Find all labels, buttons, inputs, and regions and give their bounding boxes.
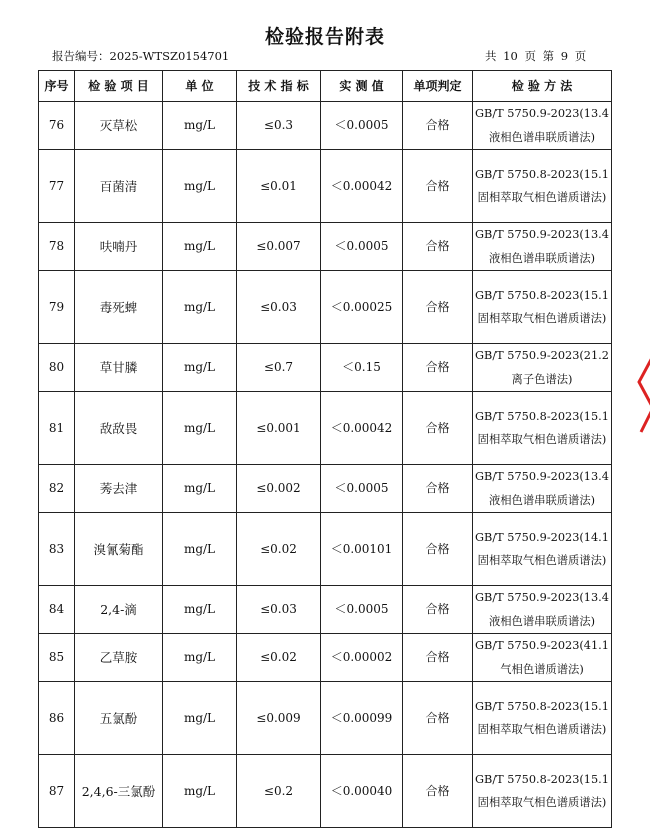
row-result: 合格 — [403, 271, 473, 344]
row-result: 合格 — [403, 102, 473, 150]
table-row — [39, 223, 612, 271]
row-value: ＜0.00099 — [321, 682, 403, 755]
row-method: GB/T 5750.8-2023(15.1固相萃取气相色谱质谱法) — [473, 271, 612, 344]
row-value: ＜0.0005 — [321, 465, 403, 513]
row-unit: mg/L — [163, 344, 237, 392]
table-row — [39, 513, 612, 586]
table-row — [39, 392, 612, 465]
row-method: GB/T 5750.9-2023(13.4液相色谱串联质谱法) — [473, 586, 612, 634]
row-limit: ≤0.02 — [237, 634, 321, 682]
row-method: GB/T 5750.9-2023(14.1固相萃取气相色谱质谱法) — [473, 513, 612, 586]
row-value: ＜0.00025 — [321, 271, 403, 344]
row-no: 82 — [39, 465, 75, 513]
row-method: GB/T 5750.9-2023(13.4液相色谱串联质谱法) — [473, 102, 612, 150]
table-header-row — [39, 71, 612, 102]
row-value: ＜0.0005 — [321, 223, 403, 271]
row-no: 84 — [39, 586, 75, 634]
row-item: 五氯酚 — [75, 682, 163, 755]
row-item: 毒死蜱 — [75, 271, 163, 344]
row-result: 合格 — [403, 344, 473, 392]
row-result: 合格 — [403, 150, 473, 223]
row-result: 合格 — [403, 392, 473, 465]
page-title: 检验报告附表 — [264, 26, 385, 48]
row-limit: ≤0.01 — [237, 150, 321, 223]
row-limit: ≤0.03 — [237, 271, 321, 344]
row-no: 76 — [39, 102, 75, 150]
header-no: 序号 — [39, 71, 75, 102]
row-item: 呋喃丹 — [75, 223, 163, 271]
row-unit: mg/L — [163, 513, 237, 586]
row-value: ＜0.00002 — [321, 634, 403, 682]
seal-stamp — [631, 352, 650, 442]
header-limit: 技 术 指 标 — [237, 71, 321, 102]
row-unit: mg/L — [163, 586, 237, 634]
row-result: 合格 — [403, 682, 473, 755]
row-unit: mg/L — [163, 755, 237, 828]
row-limit: ≤0.001 — [237, 392, 321, 465]
page-info: 共 10 页 第 9 页 — [485, 49, 587, 63]
row-limit: ≤0.03 — [237, 586, 321, 634]
row-item: 草甘膦 — [75, 344, 163, 392]
row-value: ＜0.15 — [321, 344, 403, 392]
row-result: 合格 — [403, 223, 473, 271]
table-row — [39, 586, 612, 634]
row-no: 81 — [39, 392, 75, 465]
row-value: ＜0.00042 — [321, 150, 403, 223]
row-value: ＜0.0005 — [321, 102, 403, 150]
row-unit: mg/L — [163, 634, 237, 682]
row-method: GB/T 5750.8-2023(15.1固相萃取气相色谱质谱法) — [473, 755, 612, 828]
row-item: 百菌清 — [75, 150, 163, 223]
row-item: 敌敌畏 — [75, 392, 163, 465]
results-table — [38, 70, 612, 828]
row-limit: ≤0.02 — [237, 513, 321, 586]
row-value: ＜0.00101 — [321, 513, 403, 586]
row-result: 合格 — [403, 586, 473, 634]
row-method: GB/T 5750.9-2023(13.4液相色谱串联质谱法) — [473, 465, 612, 513]
row-limit: ≤0.009 — [237, 682, 321, 755]
row-method: GB/T 5750.9-2023(13.4液相色谱串联质谱法) — [473, 223, 612, 271]
row-no: 85 — [39, 634, 75, 682]
table-row — [39, 344, 612, 392]
row-no: 77 — [39, 150, 75, 223]
table-row — [39, 755, 612, 828]
row-unit: mg/L — [163, 150, 237, 223]
row-unit: mg/L — [163, 102, 237, 150]
row-method: GB/T 5750.9-2023(21.2离子色谱法) — [473, 344, 612, 392]
header-item: 检 验 项 目 — [75, 71, 163, 102]
header-unit: 单 位 — [163, 71, 237, 102]
table-row — [39, 271, 612, 344]
row-value: ＜0.0005 — [321, 586, 403, 634]
row-no: 87 — [39, 755, 75, 828]
row-limit: ≤0.7 — [237, 344, 321, 392]
row-result: 合格 — [403, 634, 473, 682]
row-no: 86 — [39, 682, 75, 755]
row-unit: mg/L — [163, 223, 237, 271]
row-limit: ≤0.007 — [237, 223, 321, 271]
row-limit: ≤0.002 — [237, 465, 321, 513]
table-row — [39, 682, 612, 755]
row-no: 78 — [39, 223, 75, 271]
table-row — [39, 634, 612, 682]
row-result: 合格 — [403, 465, 473, 513]
row-item: 灭草松 — [75, 102, 163, 150]
row-no: 83 — [39, 513, 75, 586]
row-limit: ≤0.3 — [237, 102, 321, 150]
row-item: 2,4,6-三氯酚 — [75, 755, 163, 828]
row-method: GB/T 5750.8-2023(15.1固相萃取气相色谱质谱法) — [473, 150, 612, 223]
row-no: 80 — [39, 344, 75, 392]
header-result: 单项判定 — [403, 71, 473, 102]
report-number: 报告编号：2025-WTSZ0154701 — [52, 49, 230, 63]
header-method: 检 验 方 法 — [473, 71, 612, 102]
row-limit: ≤0.2 — [237, 755, 321, 828]
row-result: 合格 — [403, 755, 473, 828]
row-unit: mg/L — [163, 465, 237, 513]
row-method: GB/T 5750.9-2023(41.1气相色谱质谱法) — [473, 634, 612, 682]
row-unit: mg/L — [163, 271, 237, 344]
row-result: 合格 — [403, 513, 473, 586]
table-row — [39, 102, 612, 150]
row-value: ＜0.00040 — [321, 755, 403, 828]
row-item: 莠去津 — [75, 465, 163, 513]
table-row — [39, 150, 612, 223]
row-unit: mg/L — [163, 682, 237, 755]
row-item: 2,4-滴 — [75, 586, 163, 634]
row-no: 79 — [39, 271, 75, 344]
table-row — [39, 465, 612, 513]
header-value: 实 测 值 — [321, 71, 403, 102]
row-method: GB/T 5750.8-2023(15.1固相萃取气相色谱质谱法) — [473, 392, 612, 465]
row-unit: mg/L — [163, 392, 237, 465]
row-item: 溴氰菊酯 — [75, 513, 163, 586]
row-method: GB/T 5750.8-2023(15.1固相萃取气相色谱质谱法) — [473, 682, 612, 755]
row-value: ＜0.00042 — [321, 392, 403, 465]
row-item: 乙草胺 — [75, 634, 163, 682]
